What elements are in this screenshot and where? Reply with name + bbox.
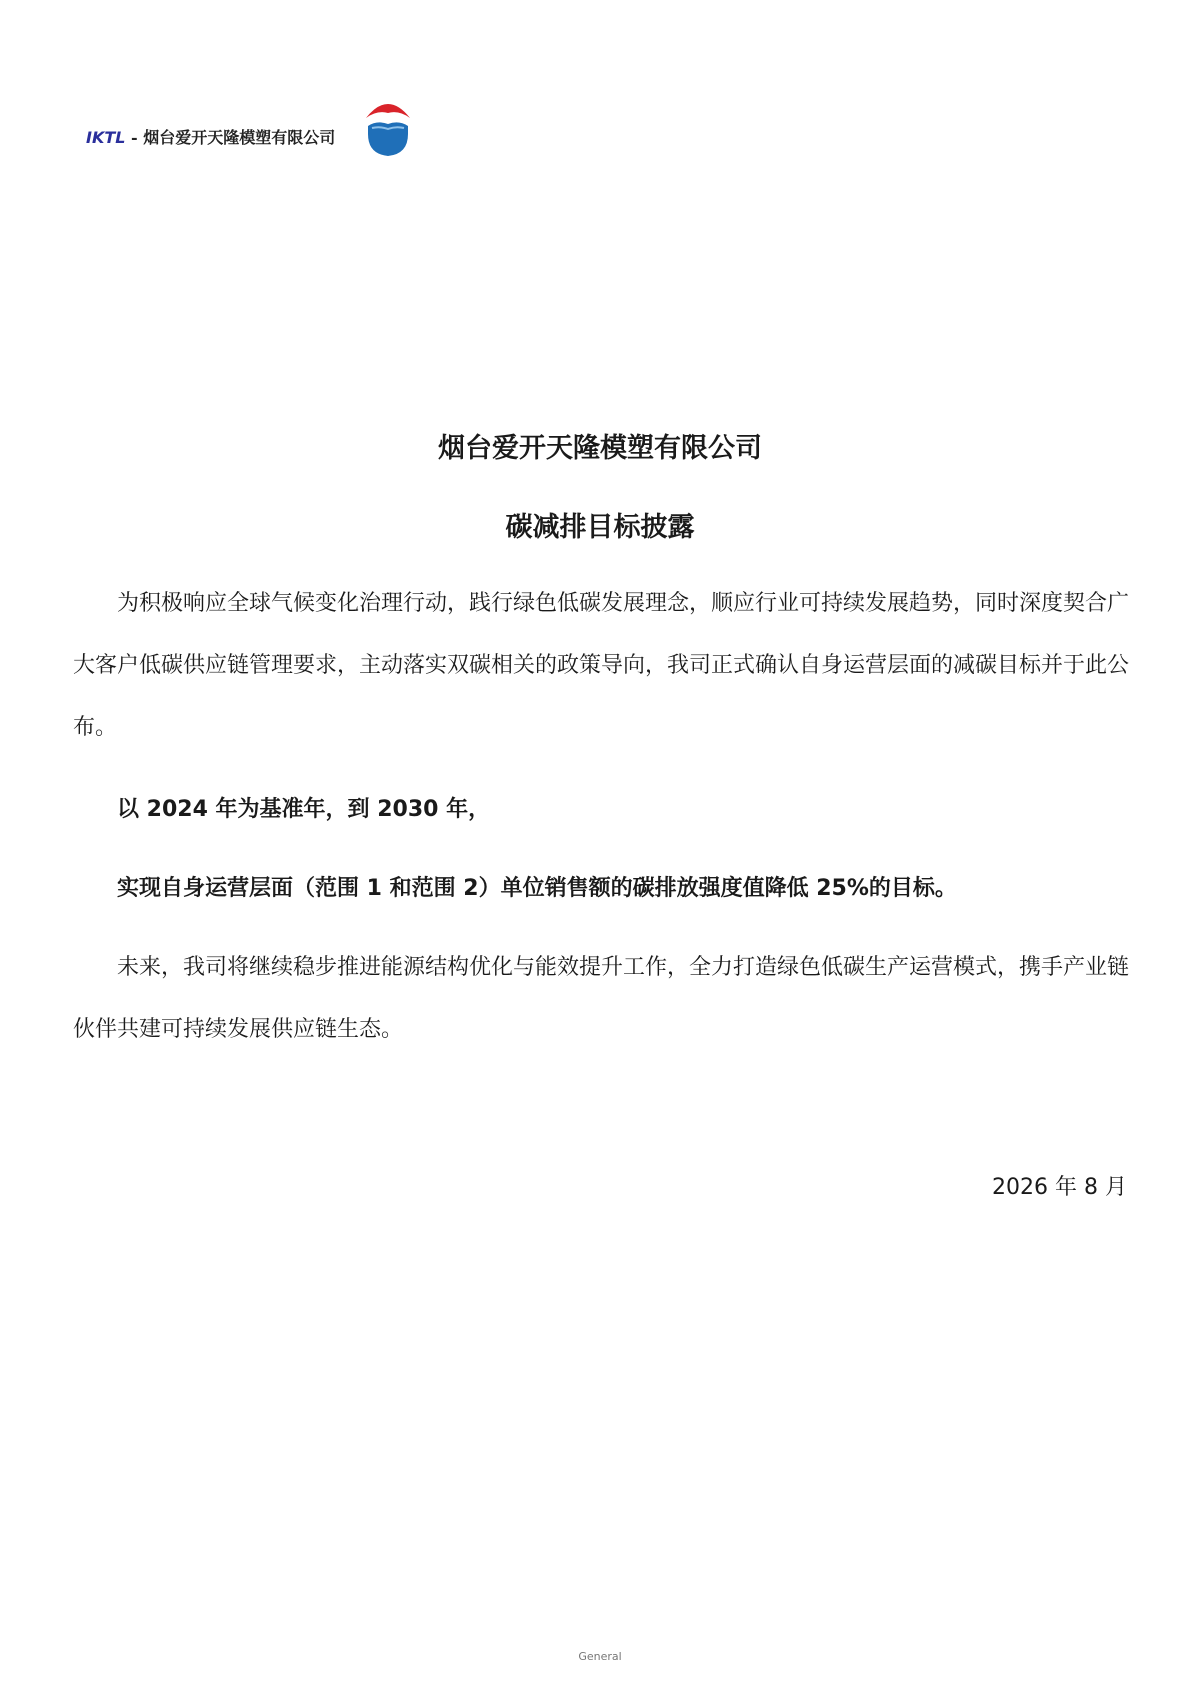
document-date: 2026 年 8 月 — [992, 1175, 1127, 1200]
logo-company-name: 烟台爱开天隆模塑有限公司 — [143, 128, 336, 147]
outlook-paragraph: 未来，我司将继续稳步推进能源结构优化与能效提升工作，全力打造绿色低碳生产运营模式，携手产业链伙伴共建可持续发展供应链生态。 — [73, 955, 1130, 1042]
document-subtitle: 碳减排目标披露 — [505, 512, 695, 543]
target-baseline-paragraph: 以 2024 年为基准年，到 2030 年， — [117, 797, 491, 822]
company-logo-icon — [360, 96, 416, 160]
intro-paragraph: 为积极响应全球气候变化治理行动，践行绿色低碳发展理念，顺应行业可持续发展趋势，同时深度契合广大客户低碳供应链管理要求，主动落实双碳相关的政策导向，我司正式确认自身运营层面的减碳目标并于此公布。 — [73, 591, 1130, 740]
logo-prefix: IKTL — [86, 128, 126, 147]
classification-footer: General — [578, 1650, 622, 1663]
logo-separator: - — [125, 128, 144, 147]
target-goal-paragraph: 实现自身运营层面（范围 1 和范围 2）单位销售额的碳排放强度值降低 25%的目标。 — [117, 876, 957, 901]
company-header — [86, 96, 426, 160]
document-title: 烟台爱开天隆模塑有限公司 — [438, 433, 762, 464]
company-logo-text — [86, 125, 335, 148]
